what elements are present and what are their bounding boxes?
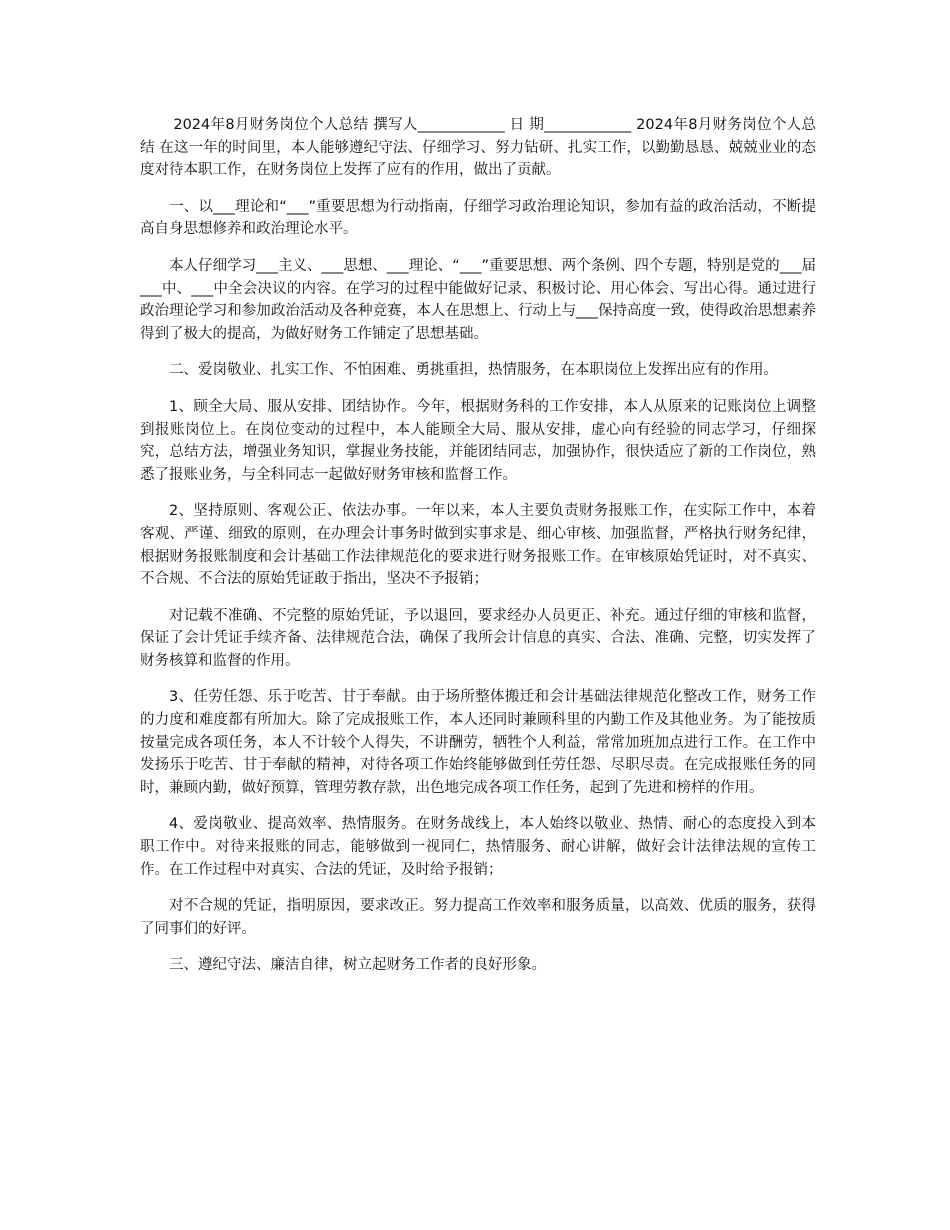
paragraph-section-1-heading: 一、以___理论和“___”重要思想为行动指南，仔细学习政治理论知识，参加有益的政治活动，不断提高自身思想修养和政治理论水平。: [140, 198, 816, 238]
paragraph-item-1: 1、顾全大局、服从安排、团结协作。今年，根据财务科的工作安排，本人从原来的记账岗位上调整到报账岗位上。在岗位变动的过程中，本人能顾全大局、服从安排，虚心向有经验的同志学习，仔细探究，总结方法，增强业务知识，掌握业务技能，并能团结同志，加强协作，很快适应了新的工作岗位，熟悉了报账业务，与全科同志一起做好财务审核和监督工作。: [140, 398, 816, 483]
paragraph-item-4-continued: 对不合规的凭证，指明原因，要求改正。努力提高工作效率和服务质量，以高效、优质的服务，获得了同事们的好评。: [140, 898, 816, 937]
paragraph-item-3: 3、任劳任怨、乐于吃苦、甘于奉献。由于场所整体搬迁和会计基础法律规范化整改工作，财务工作的力度和难度都有所加大。除了完成报账工作，本人还同时兼顾科里的内勤工作及其他业务。为了能按质按量完成各项任务，本人不计较个人得失，不讲酬劳，牺牲个人利益，常常加班加点进行工作。在工作中发扬乐于吃苦、甘于奉献的精神，对待各项工作始终能够做到任劳任怨、尽职尽责。在完成报账任务的同时，兼顾内勤，做好预算，管理劳教存款，出色地完成各项工作任务，起到了先进和榜样的作用。: [140, 689, 816, 796]
paragraph-political-study: 本人仔细学习___主义、___思想、___理论、“___”重要思想、两个条例、四个专题，特别是党的___届___中、___中全会决议的内容。在学习的过程中能做好记录、积极讨论、用心体会、写出心得。通过进行政治理论学习和参加政治活动及各种竞赛，本人在思想上、行动上与___保持高度一致，使得政治思想素养得到了极大的提高，为做好财务工作铺定了思想基础。: [140, 257, 816, 342]
document-body: [140, 114, 816, 991]
paragraph-intro: 2024年8月财务岗位个人总结 撰写人____________ 日 期____________ 2024年8月财务岗位个人总结 在这一年的时间里，本人能够遵纪守法、仔细学习、努力钻研、扎实工作，以勤勤恳恳、兢兢业业的态度对待本职工作，在财务岗位上发挥了应有的作用，做出了贡献。: [140, 117, 816, 179]
paragraph-item-2-continued: 对记载不准确、不完整的原始凭证，予以退回，要求经办人员更正、补充。通过仔细的审核和监督，保证了会计凭证手续齐备、法律规范合法，确保了我所会计信息的真实、合法、准确、完整，切实发挥了财务核算和监督的作用。: [140, 607, 816, 669]
paragraph-section-2-heading: 二、爱岗敬业、扎实工作、不怕困难、勇挑重担，热情服务，在本职岗位上发挥出应有的作用。: [169, 362, 778, 379]
paragraph-section-3-heading: 三、遵纪守法、廉洁自律，树立起财务工作者的良好形象。: [169, 957, 546, 974]
paragraph-item-4: 4、爱岗敬业、提高效率、热情服务。在财务战线上，本人始终以敬业、热情、耐心的态度投入到本职工作中。对待来报账的同志，能够做到一视同仁，热情服务、耐心讲解，做好会计法律法规的宣传工作。在工作过程中对真实、合法的凭证，及时给予报销；: [140, 816, 816, 878]
paragraph-item-2: 2、坚持原则、客观公正、依法办事。一年以来，本人主要负责财务报账工作，在实际工作中，本着客观、严谨、细致的原则，在办理会计事务时做到实事求是、细心审核、加强监督，严格执行财务纪律，根据财务报账制度和会计基础工作法律规范化的要求进行财务报账工作。在审核原始凭证时，对不真实、不合规、不合法的原始凭证敢于指出，坚决不予报销；: [140, 503, 816, 588]
